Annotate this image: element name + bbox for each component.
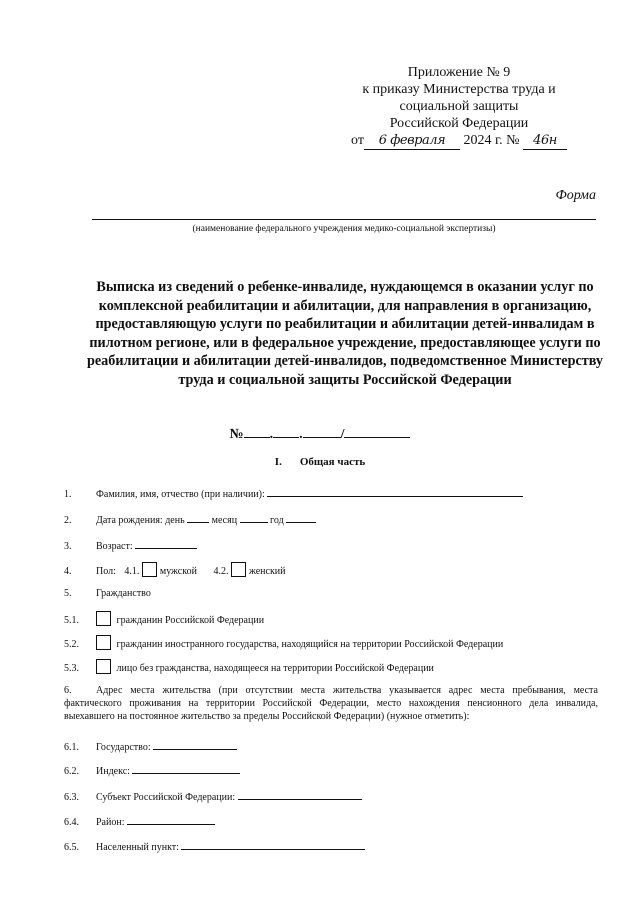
item-number: 6.2. — [64, 766, 79, 777]
female-checkbox[interactable] — [231, 562, 246, 577]
number-separator: / — [340, 427, 345, 442]
item-number: 6.1. — [64, 742, 79, 753]
org-name-line — [92, 219, 596, 220]
foreign-citizen-checkbox[interactable] — [96, 635, 111, 650]
country-blank[interactable] — [153, 739, 237, 750]
number-blank-3 — [303, 424, 341, 438]
date-year: 2024 г. № — [463, 133, 520, 148]
option-number: 4.2. — [213, 566, 229, 577]
option-number: 4.1. — [124, 566, 140, 577]
item-number: 3. — [64, 541, 72, 552]
year-label: год — [270, 515, 284, 526]
appendix-header — [334, 64, 584, 150]
option-label: гражданин иностранного государства, находящийся на территории Российской Федерации — [116, 639, 504, 650]
item-number: 6.5. — [64, 842, 79, 853]
appendix-number: Приложение № 9 — [407, 65, 511, 80]
field-label: Государство: — [96, 742, 151, 753]
male-checkbox[interactable] — [142, 562, 157, 577]
male-label: мужской — [159, 566, 197, 577]
section-number: I. — [274, 456, 282, 468]
field-label: Пол: — [96, 566, 116, 577]
number-separator: . — [299, 427, 303, 442]
item-number: 4. — [64, 566, 72, 577]
field-label: Индекс: — [96, 766, 130, 777]
appendix-date-line — [334, 132, 584, 150]
field-label: Дата рождения: день — [96, 515, 185, 526]
field-label: Субъект Российской Федерации: — [96, 792, 236, 803]
field-birth-date — [64, 512, 316, 526]
option-foreign-citizen — [64, 635, 503, 650]
date-prefix: от — [351, 133, 364, 148]
citizen-rf-checkbox[interactable] — [96, 611, 111, 626]
field-label: Гражданство — [96, 588, 151, 599]
field-label: Район: — [96, 817, 125, 828]
form-label: Форма — [555, 188, 596, 203]
field-district — [64, 814, 215, 828]
field-postal-code — [64, 763, 240, 777]
field-label: Населенный пункт: — [96, 842, 179, 853]
item-number: 6.4. — [64, 817, 79, 828]
org-name-caption: (наименование федерального учреждения медико-социальной экспертизы) — [192, 224, 496, 234]
number-blank-1 — [244, 424, 270, 438]
month-label: месяц — [211, 515, 238, 526]
item-number: 5.1. — [64, 615, 79, 626]
birth-year-blank[interactable] — [286, 512, 316, 523]
appendix-country: Российской Федерации — [389, 116, 529, 131]
section-title: Общая часть — [299, 456, 366, 468]
item-number: 5.3. — [64, 663, 79, 674]
field-label: Возраст: — [96, 541, 133, 552]
option-citizen-rf — [64, 611, 264, 626]
item-number: 6.3. — [64, 792, 79, 803]
section-heading — [0, 456, 640, 468]
birth-month-blank[interactable] — [240, 512, 268, 523]
female-label: женский — [248, 566, 286, 577]
number-separator: . — [269, 427, 274, 442]
field-region — [64, 789, 362, 803]
item-number: 6. — [64, 685, 72, 696]
appendix-order: к приказу Министерства труда и — [362, 82, 556, 97]
item-number: 1. — [64, 489, 72, 500]
field-address-paragraph — [64, 684, 598, 723]
number-sign: № — [229, 427, 244, 442]
full-name-blank[interactable] — [267, 486, 523, 497]
number-blank-4 — [344, 424, 410, 438]
handwritten-order-number: 46н — [523, 132, 567, 150]
item-number: 5. — [64, 588, 72, 599]
field-locality — [64, 839, 365, 853]
item-number: 2. — [64, 515, 72, 526]
field-sex — [64, 562, 286, 577]
region-blank[interactable] — [238, 789, 362, 800]
option-label: лицо без гражданства, находящееся на территории Российской Федерации — [116, 663, 434, 674]
postal-code-blank[interactable] — [132, 763, 240, 774]
field-citizenship — [64, 588, 151, 599]
locality-blank[interactable] — [181, 839, 365, 850]
district-blank[interactable] — [127, 814, 215, 825]
field-country — [64, 739, 237, 753]
handwritten-date: 6 февраля — [364, 132, 460, 150]
document-number-line — [0, 424, 640, 443]
field-full-name — [64, 486, 523, 500]
field-label: Адрес места жительства (при отсутствии места жительства указывается адрес места пребывания, места фактического проживания на территории Российской Федерации, место нахождения пенсионного дела инвалида, выехавшего на постоянное жительство за пределы Российской Федерации) (нужное отметить): — [64, 685, 598, 722]
birth-day-blank[interactable] — [187, 512, 209, 523]
option-label: гражданин Российской Федерации — [116, 615, 265, 626]
option-stateless — [64, 659, 434, 674]
field-age — [64, 538, 197, 552]
age-blank[interactable] — [135, 538, 197, 549]
field-label: Фамилия, имя, отчество (при наличии): — [96, 489, 265, 500]
item-number: 5.2. — [64, 639, 79, 650]
appendix-ministry: социальной защиты — [399, 99, 519, 114]
stateless-checkbox[interactable] — [96, 659, 111, 674]
number-blank-2 — [273, 424, 299, 438]
document-title: Выписка из сведений о ребенке-инвалиде, нуждающемся в оказании услуг по комплексной реабилитации и абилитации, для направления в организацию, предоставляющую услуги по реабилитации и абилитации детей-инвалидам в пилотном регионе, или в федеральное учреждение, предоставляющее услуги по реабилитации и абилитации детей-инвалидов, подведомственное Министерству труда и социальной защиты Российской Федерации — [86, 279, 604, 388]
